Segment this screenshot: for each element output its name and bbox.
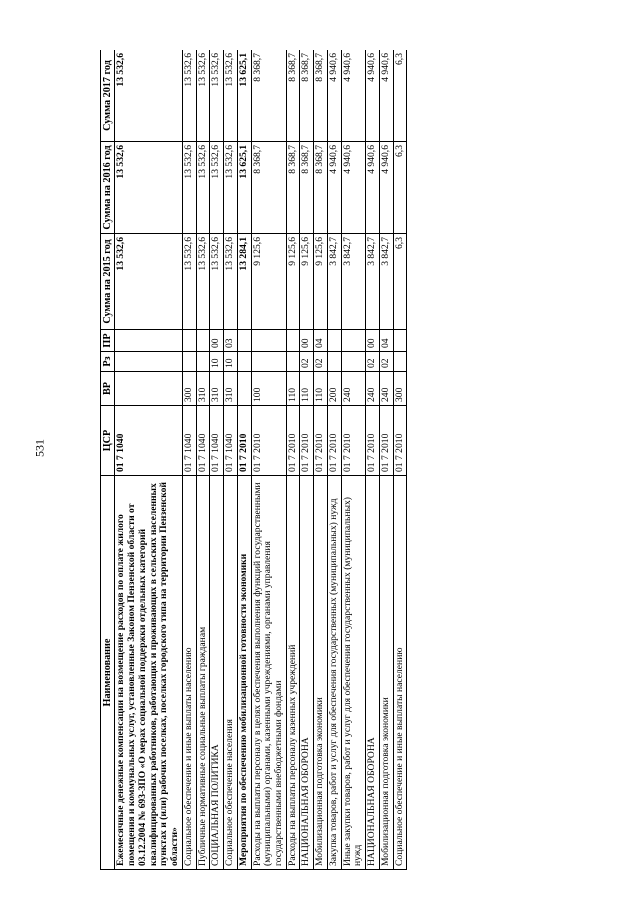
cell-pr: 00 (300, 330, 314, 352)
cell-sum-2016: 4 940,6 (366, 142, 380, 234)
cell-sum-2015: 13 532,6 (210, 234, 224, 330)
header-csr: ЦСР (101, 406, 115, 476)
cell-vr: 300 (393, 372, 407, 406)
cell-rz: 02 (366, 352, 380, 372)
cell-sum-2016: 13 532,6 (196, 142, 210, 234)
budget-table (100, 50, 407, 870)
cell-rz (251, 352, 286, 372)
cell-sum-2016: 8 368,7 (300, 142, 314, 234)
cell-sum-2015: 13 284,1 (237, 234, 251, 330)
cell-sum-2017: 8 368,7 (251, 50, 286, 142)
header-name: Наименование (101, 476, 115, 870)
cell-csr: 01 7 2010 (286, 406, 300, 476)
cell-name: Закупка товаров, работ и услуг для обеспечения государственных (муниципальных) нужд (327, 476, 341, 870)
cell-rz (196, 352, 210, 372)
cell-sum-2017: 4 940,6 (366, 50, 380, 142)
cell-name: Ежемесячные денежные компенсации на возмещение расходов по оплате жилого помещения и коммунальных услуг, установленные Законом Пензенской области от 03.12.2004 № 693-ЗПО «О мерах социальной поддержки отдельных категорий квалифицированных работников, работающих и проживающих в сельских населенных пунктах и (или) рабочих поселках, поселках городского типа на территории Пензенской области» (115, 476, 182, 870)
table-row (115, 50, 182, 870)
cell-sum-2015: 9 125,6 (286, 234, 300, 330)
cell-vr (115, 372, 182, 406)
table-row (341, 50, 365, 870)
cell-sum-2015: 13 532,6 (182, 234, 196, 330)
cell-pr (393, 330, 407, 352)
header-vr: ВР (101, 372, 115, 406)
cell-sum-2017: 13 532,6 (210, 50, 224, 142)
cell-sum-2015: 6,3 (393, 234, 407, 330)
cell-rz: 02 (300, 352, 314, 372)
cell-vr: 200 (327, 372, 341, 406)
cell-csr: 01 7 2010 (366, 406, 380, 476)
cell-name: Социальное обеспечение и иные выплаты населению (393, 476, 407, 870)
cell-sum-2017: 13 532,6 (224, 50, 238, 142)
cell-pr (237, 330, 251, 352)
table-row (327, 50, 341, 870)
cell-csr: 01 7 2010 (379, 406, 393, 476)
cell-name: СОЦИАЛЬНАЯ ПОЛИТИКА (210, 476, 224, 870)
cell-vr: 240 (379, 372, 393, 406)
cell-sum-2017: 8 368,7 (286, 50, 300, 142)
cell-csr: 01 7 1040 (196, 406, 210, 476)
header-sum-2015: Сумма на 2015 год (101, 234, 115, 330)
cell-name: Мобилизационная подготовка экономики (314, 476, 328, 870)
cell-pr: 00 (366, 330, 380, 352)
table-body (115, 50, 407, 870)
cell-pr (115, 330, 182, 352)
cell-sum-2016: 6,3 (393, 142, 407, 234)
table-row (196, 50, 210, 870)
cell-rz: 10 (224, 352, 238, 372)
header-sum-2016: Сумма на 2016 год (101, 142, 115, 234)
cell-vr: 310 (210, 372, 224, 406)
cell-pr: 04 (379, 330, 393, 352)
cell-name: Публичные нормативные социальные выплаты гражданам (196, 476, 210, 870)
cell-pr (327, 330, 341, 352)
table-row (300, 50, 314, 870)
cell-pr (251, 330, 286, 352)
cell-sum-2017: 4 940,6 (327, 50, 341, 142)
cell-sum-2017: 13 532,6 (115, 50, 182, 142)
cell-vr (237, 372, 251, 406)
cell-name: Мобилизационная подготовка экономики (379, 476, 393, 870)
cell-vr: 110 (286, 372, 300, 406)
cell-sum-2016: 13 625,1 (237, 142, 251, 234)
table-row (237, 50, 251, 870)
cell-rz (237, 352, 251, 372)
cell-csr: 01 7 2010 (314, 406, 328, 476)
table-row (286, 50, 300, 870)
cell-sum-2015: 13 532,6 (196, 234, 210, 330)
cell-pr (286, 330, 300, 352)
cell-pr (196, 330, 210, 352)
cell-csr: 01 7 2010 (393, 406, 407, 476)
cell-sum-2017: 4 940,6 (341, 50, 365, 142)
cell-csr: 01 7 2010 (237, 406, 251, 476)
cell-sum-2017: 8 368,7 (300, 50, 314, 142)
cell-vr: 110 (314, 372, 328, 406)
cell-sum-2017: 8 368,7 (314, 50, 328, 142)
cell-name: Расходы на выплаты персоналу казенных учреждений (286, 476, 300, 870)
cell-name: Иные закупки товаров, работ и услуг для обеспечения государственных (муниципальных) нужд (341, 476, 365, 870)
cell-csr: 01 7 1040 (115, 406, 182, 476)
cell-vr: 300 (182, 372, 196, 406)
cell-sum-2016: 13 532,6 (115, 142, 182, 234)
cell-csr: 01 7 2010 (251, 406, 286, 476)
cell-sum-2016: 13 532,6 (210, 142, 224, 234)
table-row (314, 50, 328, 870)
cell-vr: 240 (366, 372, 380, 406)
cell-rz (327, 352, 341, 372)
rotated-table-wrapper (100, 50, 550, 870)
cell-name: Расходы на выплаты персоналу в целях обеспечения выполнения функций государственными (муниципальными) органами, казенными учреждениями, органами управления государственными внебюджетными фондами (251, 476, 286, 870)
cell-rz: 02 (379, 352, 393, 372)
cell-csr: 01 7 1040 (182, 406, 196, 476)
cell-sum-2015: 3 842,7 (327, 234, 341, 330)
cell-sum-2015: 9 125,6 (314, 234, 328, 330)
header-pr: ПР (101, 330, 115, 352)
cell-sum-2015: 13 532,6 (115, 234, 182, 330)
cell-pr: 04 (314, 330, 328, 352)
cell-sum-2015: 3 842,7 (379, 234, 393, 330)
header-rz: Рз (101, 352, 115, 372)
cell-name: Мероприятия по обеспечению мобилизационной готовности экономики (237, 476, 251, 870)
cell-sum-2016: 8 368,7 (251, 142, 286, 234)
cell-sum-2017: 6,3 (393, 50, 407, 142)
header-row (101, 50, 115, 870)
cell-sum-2016: 4 940,6 (379, 142, 393, 234)
cell-rz (393, 352, 407, 372)
cell-name: Социальное обеспечение и иные выплаты населению (182, 476, 196, 870)
cell-sum-2017: 13 532,6 (196, 50, 210, 142)
cell-sum-2015: 9 125,6 (251, 234, 286, 330)
table-row (210, 50, 224, 870)
cell-sum-2015: 13 532,6 (224, 234, 238, 330)
cell-sum-2016: 13 532,6 (224, 142, 238, 234)
table-row (251, 50, 286, 870)
cell-vr: 100 (251, 372, 286, 406)
cell-csr: 01 7 2010 (327, 406, 341, 476)
cell-sum-2016: 13 532,6 (182, 142, 196, 234)
cell-name: НАЦИОНАЛЬНАЯ ОБОРОНА (366, 476, 380, 870)
cell-sum-2017: 13 625,1 (237, 50, 251, 142)
cell-rz (341, 352, 365, 372)
cell-vr: 310 (224, 372, 238, 406)
table-row (366, 50, 380, 870)
page-number: 531 (32, 439, 47, 457)
table-row (379, 50, 393, 870)
cell-pr (182, 330, 196, 352)
cell-rz (182, 352, 196, 372)
cell-name: НАЦИОНАЛЬНАЯ ОБОРОНА (300, 476, 314, 870)
cell-sum-2015: 3 842,7 (366, 234, 380, 330)
cell-csr: 01 7 1040 (224, 406, 238, 476)
header-sum-2017: Сумма 2017 год (101, 50, 115, 142)
cell-csr: 01 7 1040 (210, 406, 224, 476)
table-row (182, 50, 196, 870)
cell-vr: 310 (196, 372, 210, 406)
cell-sum-2017: 4 940,6 (379, 50, 393, 142)
cell-rz (115, 352, 182, 372)
cell-csr: 01 7 2010 (341, 406, 365, 476)
cell-rz (286, 352, 300, 372)
rotated-table-container (100, 50, 550, 870)
cell-vr: 240 (341, 372, 365, 406)
table-header (101, 50, 115, 870)
cell-csr: 01 7 2010 (300, 406, 314, 476)
cell-sum-2015: 9 125,6 (300, 234, 314, 330)
cell-sum-2016: 8 368,7 (286, 142, 300, 234)
cell-name: Социальное обеспечение населения (224, 476, 238, 870)
cell-rz: 02 (314, 352, 328, 372)
cell-pr: 03 (224, 330, 238, 352)
cell-rz: 10 (210, 352, 224, 372)
cell-sum-2016: 4 940,6 (341, 142, 365, 234)
cell-pr (341, 330, 365, 352)
cell-sum-2017: 13 532,6 (182, 50, 196, 142)
cell-sum-2016: 4 940,6 (327, 142, 341, 234)
cell-vr: 110 (300, 372, 314, 406)
cell-sum-2016: 8 368,7 (314, 142, 328, 234)
cell-sum-2015: 3 842,7 (341, 234, 365, 330)
table-row (224, 50, 238, 870)
table-row (393, 50, 407, 870)
cell-pr: 00 (210, 330, 224, 352)
